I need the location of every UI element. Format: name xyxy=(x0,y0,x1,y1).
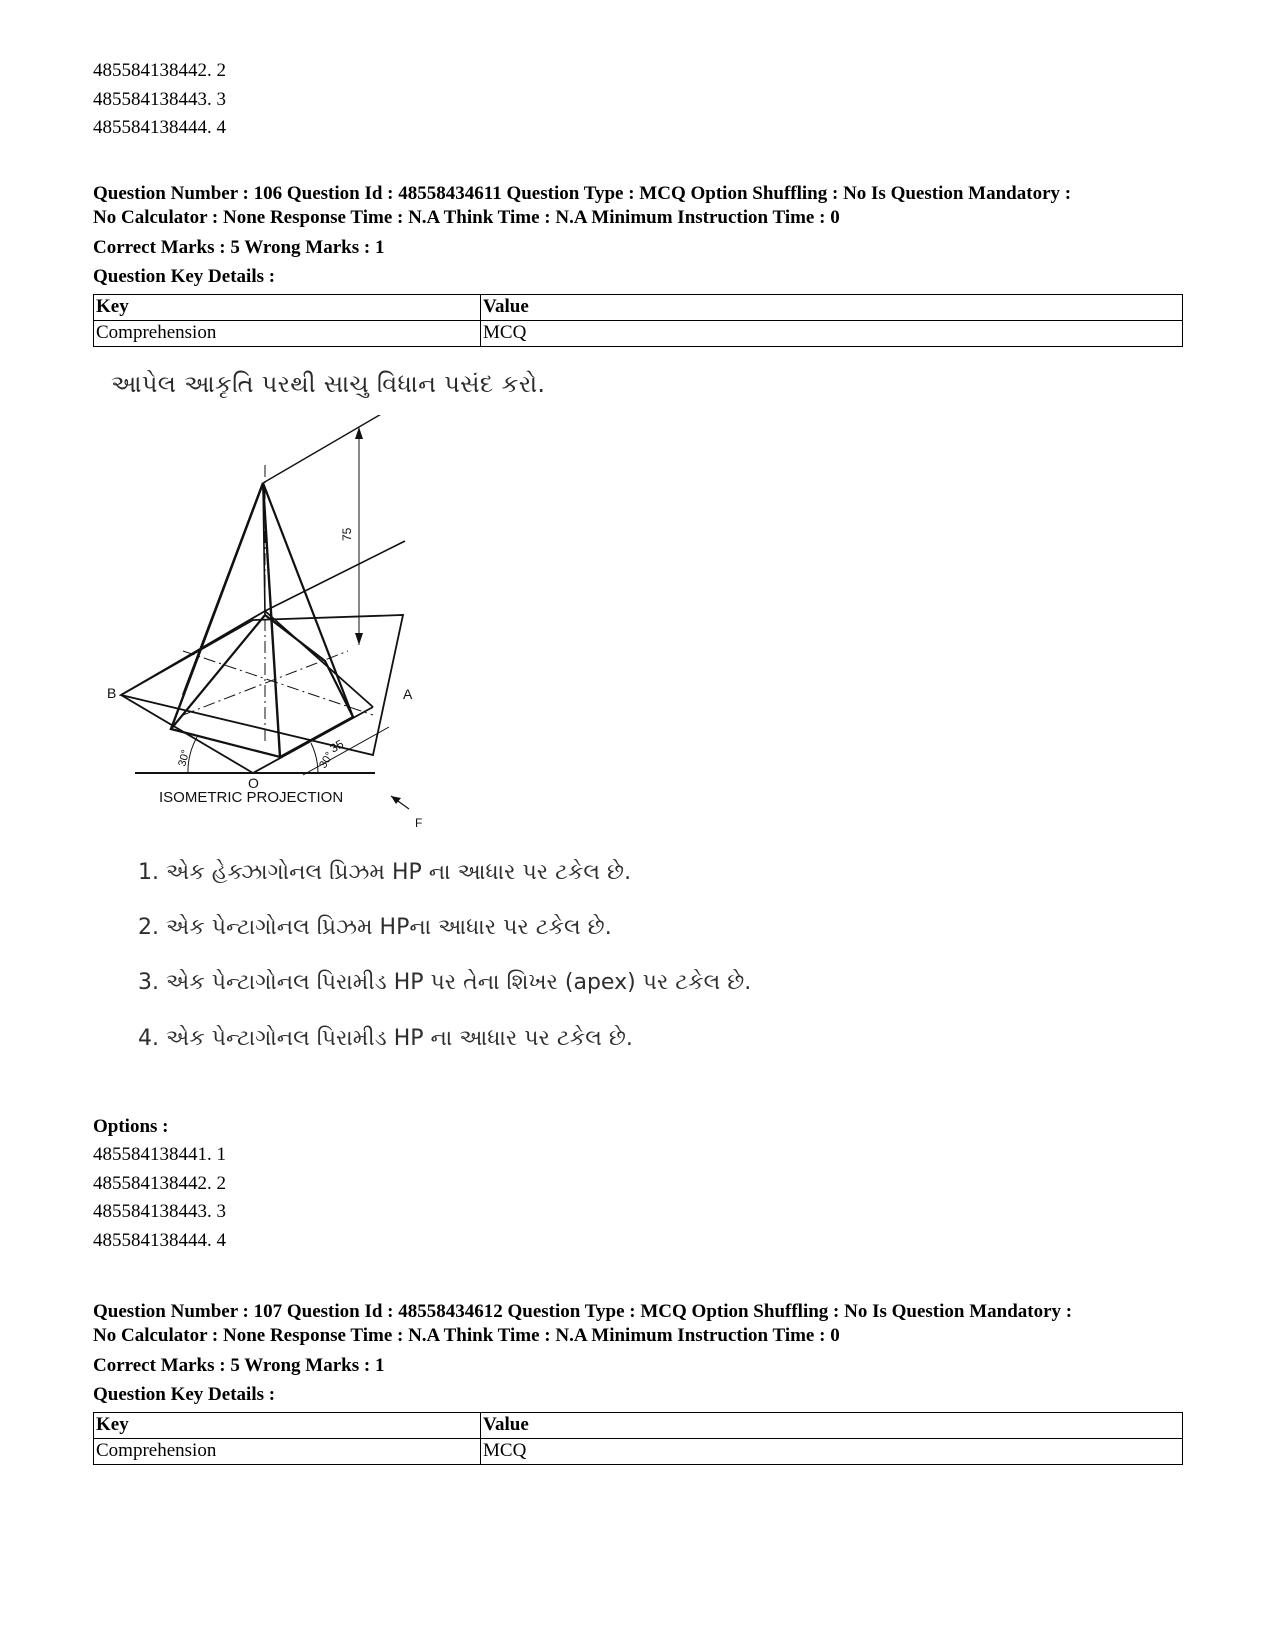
table-cell-key: Comprehension xyxy=(94,321,481,347)
marks-line: Correct Marks : 5 Wrong Marks : 1 xyxy=(93,1355,385,1376)
table-cell-key: Comprehension xyxy=(94,1439,481,1465)
question-106-header xyxy=(93,182,1183,347)
previous-question-options xyxy=(93,57,226,143)
question-prompt: આપેલ આકૃતિ પરથી સાચુ વિધાન પસંદ કરો. xyxy=(111,370,546,398)
pentagon-base xyxy=(171,615,353,757)
option-line: 485584138442. 2 xyxy=(93,60,226,81)
rhombus-edge-left-upper xyxy=(121,611,265,695)
dimension-arrowhead xyxy=(355,633,363,645)
table-cell-value: MCQ xyxy=(481,1439,1183,1465)
dimension-extension-line xyxy=(263,415,383,483)
table-header-key: Key xyxy=(94,1413,481,1439)
question-meta-line-2: No Calculator : None Response Time : N.A Think Time : N.A Minimum Instruction Time : 0 xyxy=(93,207,840,228)
option-line: 485584138443. 3 xyxy=(93,1201,226,1222)
option-line: 485584138441. 1 xyxy=(93,1144,226,1165)
isometric-projection-diagram xyxy=(93,415,533,855)
options-label: Options : xyxy=(93,1116,169,1137)
angle-label-left: 30° xyxy=(176,748,193,768)
dimension-35-label: 35 xyxy=(327,736,347,756)
table-header-key: Key xyxy=(94,295,481,321)
question-meta-line-2: No Calculator : None Response Time : N.A Think Time : N.A Minimum Instruction Time : 0 xyxy=(93,1325,840,1346)
key-details-table xyxy=(93,294,1183,347)
choice-4: 4. એક પેન્ટાગોનલ પિરામીડ HP ના આધાર પર ટકેલ છે. xyxy=(138,1026,633,1051)
choice-2: 2. એક પેન્ટાગોનલ પ્રિઝમ HPના આધાર પર ટકેલ છે. xyxy=(138,915,612,940)
point-label-a: A xyxy=(403,686,413,702)
table-row xyxy=(94,321,1183,347)
dimension-35-line xyxy=(303,727,389,775)
question-106-options xyxy=(93,1112,226,1255)
question-image xyxy=(93,370,793,1110)
question-107-header xyxy=(93,1300,1183,1465)
question-meta-line-1: Question Number : 107 Question Id : 48558434612 Question Type : MCQ Option Shuffling : No Is Question Mandatory : xyxy=(93,1301,1073,1322)
point-label-f: F xyxy=(415,816,423,830)
extension-line xyxy=(265,541,405,611)
table-cell-value: MCQ xyxy=(481,321,1183,347)
rhombus-edge-right-upper xyxy=(265,611,373,707)
table-header-value: Value xyxy=(481,1413,1183,1439)
table-header-row xyxy=(94,295,1183,321)
table-header-value: Value xyxy=(481,295,1183,321)
option-line: 485584138444. 4 xyxy=(93,117,226,138)
table-row xyxy=(94,1439,1183,1465)
table-header-row xyxy=(94,1413,1183,1439)
question-meta-line-1: Question Number : 106 Question Id : 48558434611 Question Type : MCQ Option Shuffling : No Is Question Mandatory : xyxy=(93,183,1072,204)
option-line: 485584138443. 3 xyxy=(93,88,226,110)
marks-line: Correct Marks : 5 Wrong Marks : 1 xyxy=(93,237,385,258)
key-details-label: Question Key Details : xyxy=(93,266,276,287)
pyramid-edge xyxy=(183,483,263,695)
option-line: 485584138442. 2 xyxy=(93,1172,226,1194)
dimension-75-label: 75 xyxy=(340,527,354,541)
choice-1: 1. એક હેક્ઝાગોનલ પ્રિઝમ HP ના આધાર પર ટકેલ છે. xyxy=(138,860,632,885)
point-label-b: B xyxy=(107,685,117,701)
key-details-table xyxy=(93,1412,1183,1465)
point-label-o: O xyxy=(248,775,259,791)
figure-caption: ISOMETRIC PROJECTION xyxy=(159,789,344,806)
key-details-label: Question Key Details : xyxy=(93,1384,276,1405)
choice-3: 3. એક પેન્ટાગોનલ પિરામીડ HP પર તેના શિખર (apex) પર ટકેલ છે. xyxy=(138,970,752,995)
option-line: 485584138444. 4 xyxy=(93,1229,226,1251)
angle-label-right: 30° xyxy=(317,750,336,771)
